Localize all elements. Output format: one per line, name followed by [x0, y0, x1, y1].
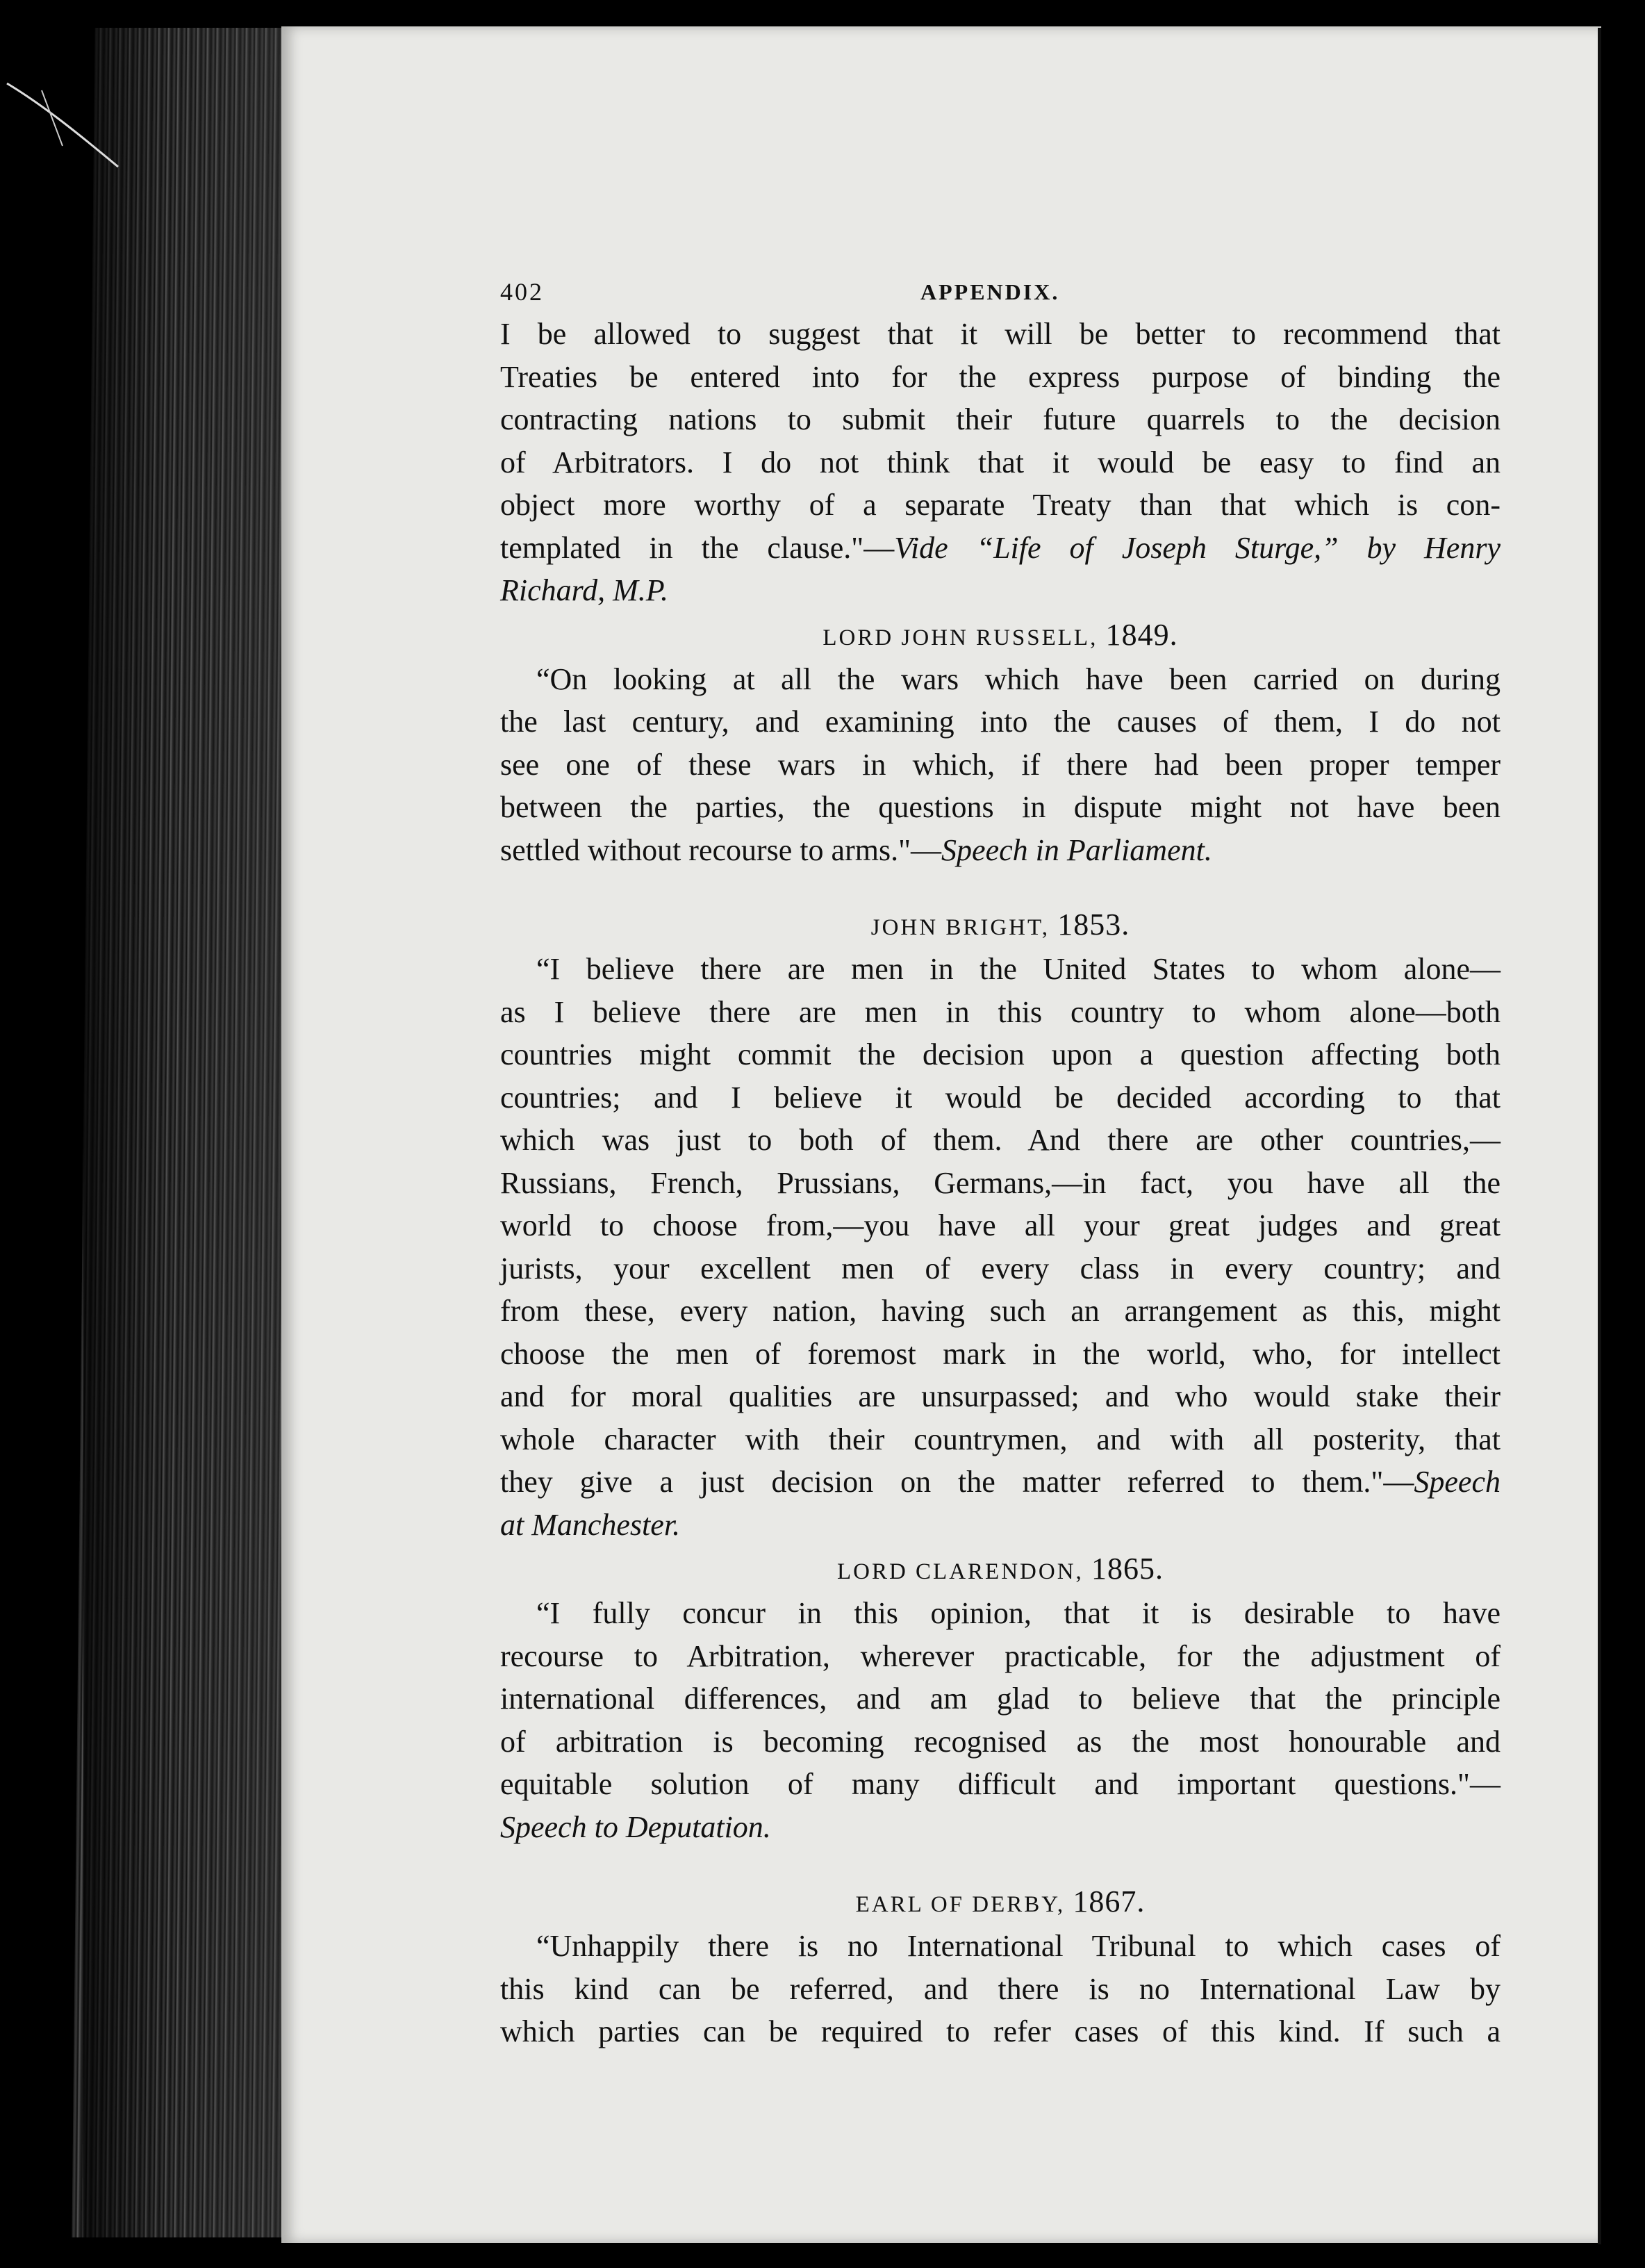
- text-line: world to choose from,—you have all your great judges and great: [500, 1208, 1501, 1242]
- text-line: the last century, and examining into the causes of them, I do not: [500, 705, 1501, 739]
- text-line: this kind can be referred, and there is no International Law by: [500, 1971, 1501, 2006]
- page-number: 402: [500, 278, 544, 306]
- page-edges-shadow: [83, 28, 299, 2237]
- text-line: which was just to both of them. And there are other countries,—: [500, 1123, 1501, 1157]
- quote-section-clarendon: [500, 1549, 1501, 1848]
- heading-name: EARL OF DERBY,: [855, 1892, 1066, 1917]
- continuation-paragraph: [500, 313, 1501, 612]
- heading-name: LORD CLARENDON,: [836, 1559, 1084, 1584]
- line-text: templated in the clause."—: [500, 530, 895, 565]
- text-line: Treaties be entered into for the express purpose of binding the: [500, 359, 1501, 394]
- heading-name: LORD JOHN RUSSELL,: [822, 625, 1098, 650]
- section-heading: [500, 905, 1501, 948]
- text-line: “On looking at all the wars which have been carried on during: [536, 662, 1501, 696]
- text-line: countries might commit the decision upon a question affecting both: [500, 1037, 1501, 1071]
- text-line: jurists, your excellent men of every class in every country; and: [500, 1251, 1501, 1285]
- citation-italic-line: at Manchester.: [500, 1507, 681, 1542]
- section-spacer: [500, 1848, 1501, 1879]
- heading-year: 1849.: [1105, 617, 1178, 652]
- citation-italic-line: Richard, M.P.: [500, 573, 668, 607]
- text-line: “Unhappily there is no International Tribunal to which cases of: [536, 1929, 1501, 1963]
- text-line: [500, 829, 1501, 872]
- running-title: APPENDIX.: [920, 279, 1060, 304]
- citation-italic-line: Speech to Deputation.: [500, 1809, 771, 1844]
- heading-name: JOHN BRIGHT,: [870, 915, 1050, 940]
- quote-section-bright: [500, 905, 1501, 1546]
- text-line: countries; and I believe it would be decided according to that: [500, 1080, 1501, 1115]
- text-line: object more worthy of a separate Treaty than that which is con-: [500, 488, 1501, 522]
- text-line: recourse to Arbitration, wherever practicable, for the adjustment of: [500, 1638, 1501, 1673]
- text-line: equitable solution of many difficult and important questions."—: [500, 1767, 1501, 1801]
- text-line: whole character with their countrymen, and with all posterity, that: [500, 1422, 1501, 1456]
- text-line: of arbitration is becoming recognised as the most honourable and: [500, 1724, 1501, 1759]
- text-line: and for moral qualities are unsurpassed; and who would stake their: [500, 1379, 1501, 1413]
- citation-italic: Speech: [1414, 1465, 1501, 1499]
- heading-year: 1867.: [1073, 1884, 1146, 1918]
- quote-section-russell: [500, 615, 1501, 872]
- text-line: see one of these wars in which, if there had been proper temper: [500, 747, 1501, 782]
- text-line: “I believe there are men in the United States to whom alone—: [536, 952, 1501, 986]
- citation-italic: Speech in Parliament.: [941, 832, 1212, 867]
- text-line: I be allowed to suggest that it will be better to recommend that: [500, 317, 1501, 351]
- text-line: international differences, and am glad to believe that the principle: [500, 1682, 1501, 1716]
- text-line: from these, every nation, having such an arrangement as this, might: [500, 1294, 1501, 1328]
- scan-corner-artifact: [0, 0, 174, 222]
- text-line: choose the men of foremost mark in the world, who, for intellect: [500, 1336, 1501, 1371]
- line-text: they give a just decision on the matter referred to them."—: [500, 1465, 1414, 1499]
- text-line: between the parties, the questions in dispute might not have been: [500, 790, 1501, 824]
- section-heading: [500, 615, 1501, 658]
- running-head: [500, 264, 1501, 313]
- page-text: [500, 264, 1501, 2053]
- section-heading: [500, 1549, 1501, 1592]
- section-heading: [500, 1882, 1501, 1925]
- scan-background-right: [1601, 0, 1645, 2268]
- text-line: which parties can be required to refer cases of this kind. If such a: [500, 2014, 1501, 2048]
- heading-year: 1853.: [1057, 907, 1130, 942]
- text-line: of Arbitrators. I do not think that it would be easy to find an: [500, 445, 1501, 479]
- quote-section-derby: [500, 1882, 1501, 2053]
- section-spacer: [500, 871, 1501, 902]
- heading-year: 1865.: [1091, 1552, 1164, 1586]
- text-line: as I believe there are men in this country to whom alone—both: [500, 994, 1501, 1029]
- text-line: “I fully concur in this opinion, that it is desirable to have: [536, 1596, 1501, 1630]
- text-line: Russians, French, Prussians, Germans,—in fact, you have all the: [500, 1165, 1501, 1200]
- text-line: contracting nations to submit their future quarrels to the decision: [500, 402, 1501, 436]
- line-text: settled without recourse to arms."—: [500, 832, 942, 867]
- text-line: [500, 1461, 1501, 1504]
- citation-italic: Vide “Life of Joseph Sturge,” by Henry: [894, 530, 1501, 565]
- text-line: [500, 527, 1501, 570]
